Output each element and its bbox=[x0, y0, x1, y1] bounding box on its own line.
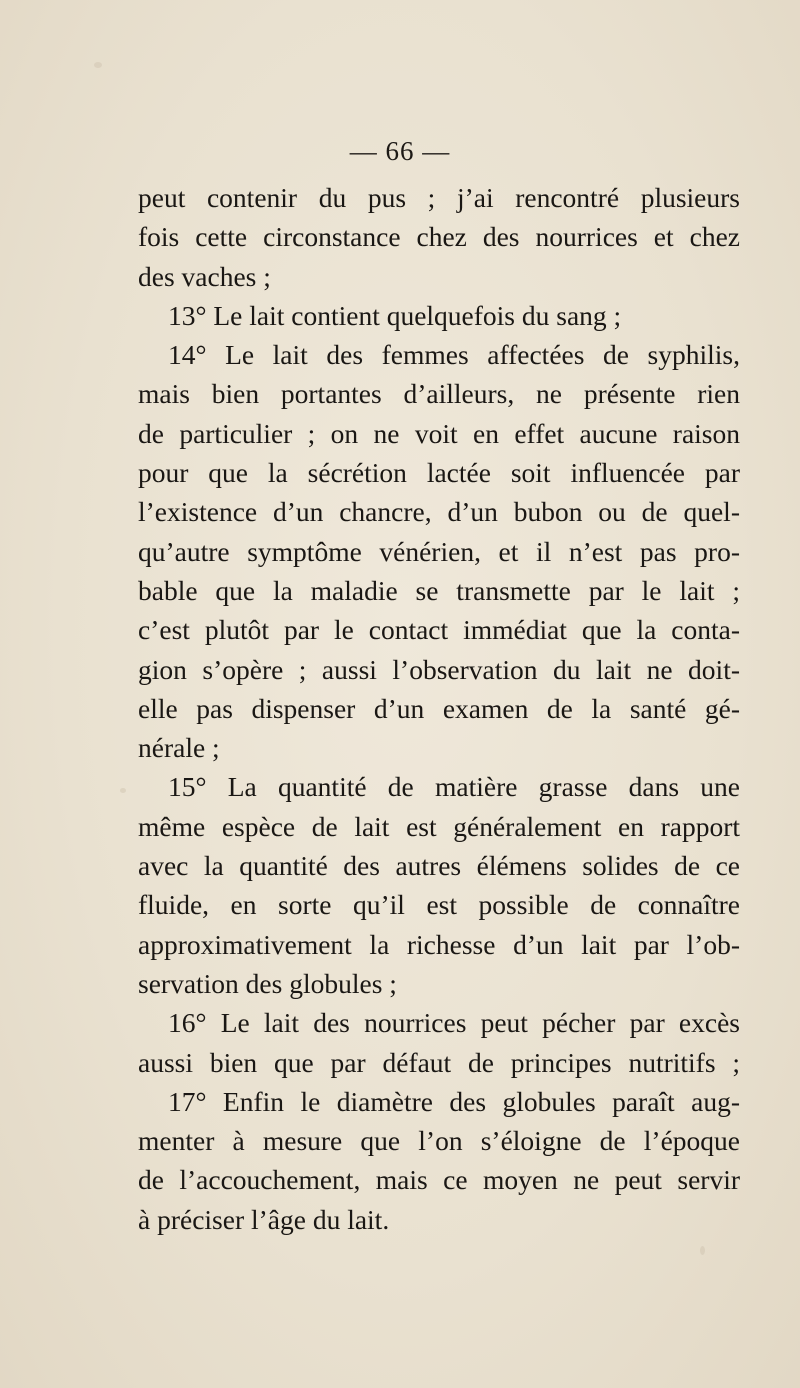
paper-speck bbox=[700, 1246, 705, 1255]
text-line: pour que la sécrétion lactée soit influencée par bbox=[138, 457, 740, 489]
text-line: qu’autre symptôme vénérien, et il n’est pas pro- bbox=[138, 535, 740, 567]
text-line: avec la quantité des autres élémens solides de ce bbox=[138, 850, 740, 882]
body-text bbox=[138, 178, 740, 1239]
text-line: fois cette circonstance chez des nourrices et chez bbox=[138, 221, 740, 253]
text-line: bable que la maladie se transmette par le lait ; bbox=[138, 574, 740, 606]
text-line: servation des globules ; bbox=[138, 967, 397, 999]
text-line: l’existence d’un chancre, d’un bubon ou de quel- bbox=[138, 496, 740, 528]
text-line: de l’accouchement, mais ce moyen ne peut servir bbox=[138, 1164, 740, 1196]
text-line: menter à mesure que l’on s’éloigne de l’époque bbox=[138, 1125, 740, 1157]
text-line: peut contenir du pus ; j’ai rencontré plusieurs bbox=[138, 182, 740, 213]
text-line: c’est plutôt par le contact immédiat que la conta- bbox=[138, 614, 740, 646]
text-line: 13° Le lait contient quelquefois du sang ; bbox=[168, 299, 622, 331]
text-line: 16° Le lait des nourrices peut pécher par excès bbox=[168, 1007, 740, 1039]
text-line: même espèce de lait est généralement en rapport bbox=[138, 810, 740, 842]
text-line: mais bien portantes d’ailleurs, ne présente rien bbox=[138, 378, 740, 410]
paper-speck bbox=[94, 62, 102, 68]
text-line: gion s’opère ; aussi l’observation du lait ne doit- bbox=[138, 653, 740, 685]
page-number: — 66 — bbox=[349, 136, 451, 166]
text-line: de particulier ; on ne voit en effet aucune raison bbox=[138, 417, 740, 449]
text-line: elle pas dispenser d’un examen de la santé gé- bbox=[138, 692, 740, 724]
text-line: 17° Enfin le diamètre des globules paraît aug- bbox=[168, 1085, 740, 1117]
paper-speck bbox=[120, 788, 126, 793]
text-line: fluide, en sorte qu’il est possible de connaître bbox=[138, 889, 740, 921]
text-line: aussi bien que par défaut de principes nutritifs ; bbox=[138, 1046, 740, 1078]
text-line: 15° La quantité de matière grasse dans une bbox=[168, 771, 740, 803]
text-line: à préciser l’âge du lait. bbox=[138, 1203, 390, 1235]
text-line: des vaches ; bbox=[138, 260, 271, 292]
text-line: nérale ; bbox=[138, 732, 220, 764]
text-line: approximativement la richesse d’un lait par l’ob- bbox=[138, 928, 740, 960]
text-line: 14° Le lait des femmes affectées de syphilis, bbox=[168, 339, 740, 371]
